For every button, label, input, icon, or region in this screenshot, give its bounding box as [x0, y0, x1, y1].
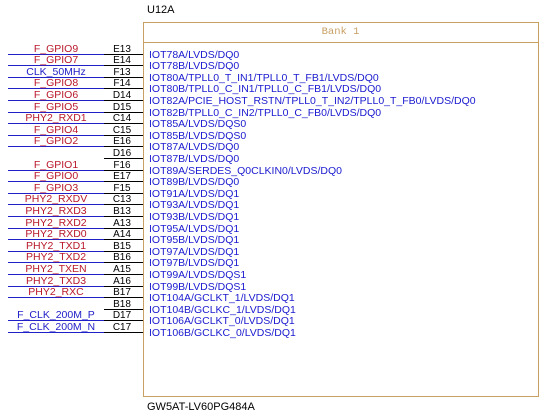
pin-number: A14 — [113, 229, 131, 240]
net-label: F_GPIO6 — [33, 89, 79, 101]
pin-number: D17 — [112, 310, 132, 321]
pin-name: IOT87A/LVDS/DQ0 — [149, 140, 240, 153]
pin-name: IOT99A/LVDS/DQS1 — [149, 268, 247, 281]
pin-number: A13 — [113, 218, 131, 229]
pin-name: IOT89B/LVDS/DQ0 — [149, 175, 240, 188]
pin-number: D16 — [112, 148, 132, 159]
net-label: PHY2_TXD1 — [25, 240, 87, 252]
pin-name: IOT106B/GCLKC_0/LVDS/DQ1 — [149, 326, 296, 339]
pin-number: A16 — [113, 276, 131, 287]
pin-number: A15 — [113, 264, 131, 275]
net-label: PHY2_TXD3 — [25, 275, 87, 287]
net-label: F_GPIO2 — [33, 135, 79, 147]
net-label: F_GPIO0 — [33, 170, 79, 182]
pin-name: IOT97B/LVDS/DQ1 — [149, 256, 240, 269]
pin-number: F15 — [113, 183, 131, 194]
part-number: GW5AT-LV60PG484A — [147, 401, 255, 413]
pin-number: E17 — [113, 171, 131, 182]
pin-number: B16 — [113, 252, 131, 263]
bank-label: Bank 1 — [321, 26, 360, 38]
pin-name: IOT93B/LVDS/DQ1 — [149, 210, 240, 223]
pin-name: IOT82B/TPLL0_C_IN2/TPLL0_C_FB0/LVDS/DQ0 — [149, 106, 382, 119]
net-label: F_GPIO5 — [33, 101, 79, 113]
pin-number: C14 — [112, 113, 132, 124]
pin-name: IOT78B/LVDS/DQ0 — [149, 59, 240, 72]
net-label: F_GPIO1 — [33, 159, 79, 171]
pin-number: C15 — [112, 125, 132, 136]
pin-name: IOT82A/PCIE_HOST_RSTN/TPLL0_T_IN2/TPLL0_T_FB0/LVDS/DQ0 — [149, 94, 476, 107]
pin-number: F14 — [113, 78, 131, 89]
pin-number: F16 — [113, 160, 131, 171]
pin-name: IOT80B/TPLL0_C_IN1/TPLL0_C_FB1/LVDS/DQ0 — [149, 82, 382, 95]
net-label: PHY2_RXD0 — [25, 228, 87, 240]
pin-name: IOT95B/LVDS/DQ1 — [149, 233, 240, 246]
net-label: F_GPIO4 — [33, 124, 79, 136]
pin-name: IOT87B/LVDS/DQ0 — [149, 152, 240, 165]
pin-number: B13 — [113, 206, 131, 217]
pin-name: IOT99B/LVDS/DQS1 — [149, 280, 247, 293]
net-label: PHY2_RXD2 — [25, 217, 87, 229]
pin-name: IOT80A/TPLL0_T_IN1/TPLL0_T_FB1/LVDS/DQ0 — [149, 71, 379, 84]
pin-number: B17 — [113, 287, 131, 298]
pin-name: IOT104A/GCLKT_1/LVDS/DQ1 — [149, 291, 295, 304]
pin-number: D14 — [112, 90, 132, 101]
pin-name: IOT97A/LVDS/DQ1 — [149, 245, 240, 258]
net-label: F_GPIO9 — [33, 43, 79, 55]
pin-name: IOT93A/LVDS/DQ1 — [149, 198, 240, 211]
pin-number: D15 — [112, 102, 132, 113]
net-label: F_GPIO8 — [33, 77, 79, 89]
pin-number: F13 — [113, 67, 131, 78]
net-label: F_GPIO7 — [33, 54, 79, 66]
pin-number: E13 — [113, 44, 131, 55]
net-label: PHY2_RXC — [28, 286, 84, 298]
net-label: F_CLK_200M_N — [16, 321, 96, 333]
net-label: PHY2_RXDV — [24, 193, 88, 205]
pin-number: B18 — [113, 299, 131, 310]
pin-name: IOT95A/LVDS/DQ1 — [149, 222, 240, 235]
net-label: F_CLK_200M_P — [17, 309, 95, 321]
net-label: PHY2_TXEN — [25, 263, 87, 275]
pin-name: IOT85B/LVDS/DQS0 — [149, 129, 247, 142]
pin-number: C17 — [112, 322, 132, 333]
pin-name: IOT85A/LVDS/DQS0 — [149, 117, 247, 130]
pin-name: IOT104B/GCLKC_1/LVDS/DQ1 — [149, 303, 296, 316]
pin-name: IOT91A/LVDS/DQ1 — [149, 187, 240, 200]
component-reference: U12A — [147, 4, 175, 16]
pin-name: IOT106A/GCLKT_0/LVDS/DQ1 — [149, 314, 295, 327]
pin-name: IOT89A/SERDES_Q0CLKIN0/LVDS/DQ0 — [149, 164, 342, 177]
net-label: PHY2_RXD1 — [25, 112, 87, 124]
pin-number: E14 — [113, 55, 131, 66]
pin-name: IOT78A/LVDS/DQ0 — [149, 48, 240, 61]
net-label: F_GPIO3 — [33, 182, 79, 194]
pin-number: C13 — [112, 194, 132, 205]
pin-number: E16 — [113, 136, 131, 147]
net-label: CLK_50MHz — [26, 66, 86, 78]
pin-number: B15 — [113, 241, 131, 252]
net-label: PHY2_TXD2 — [25, 251, 87, 263]
net-label: PHY2_RXD3 — [25, 205, 87, 217]
